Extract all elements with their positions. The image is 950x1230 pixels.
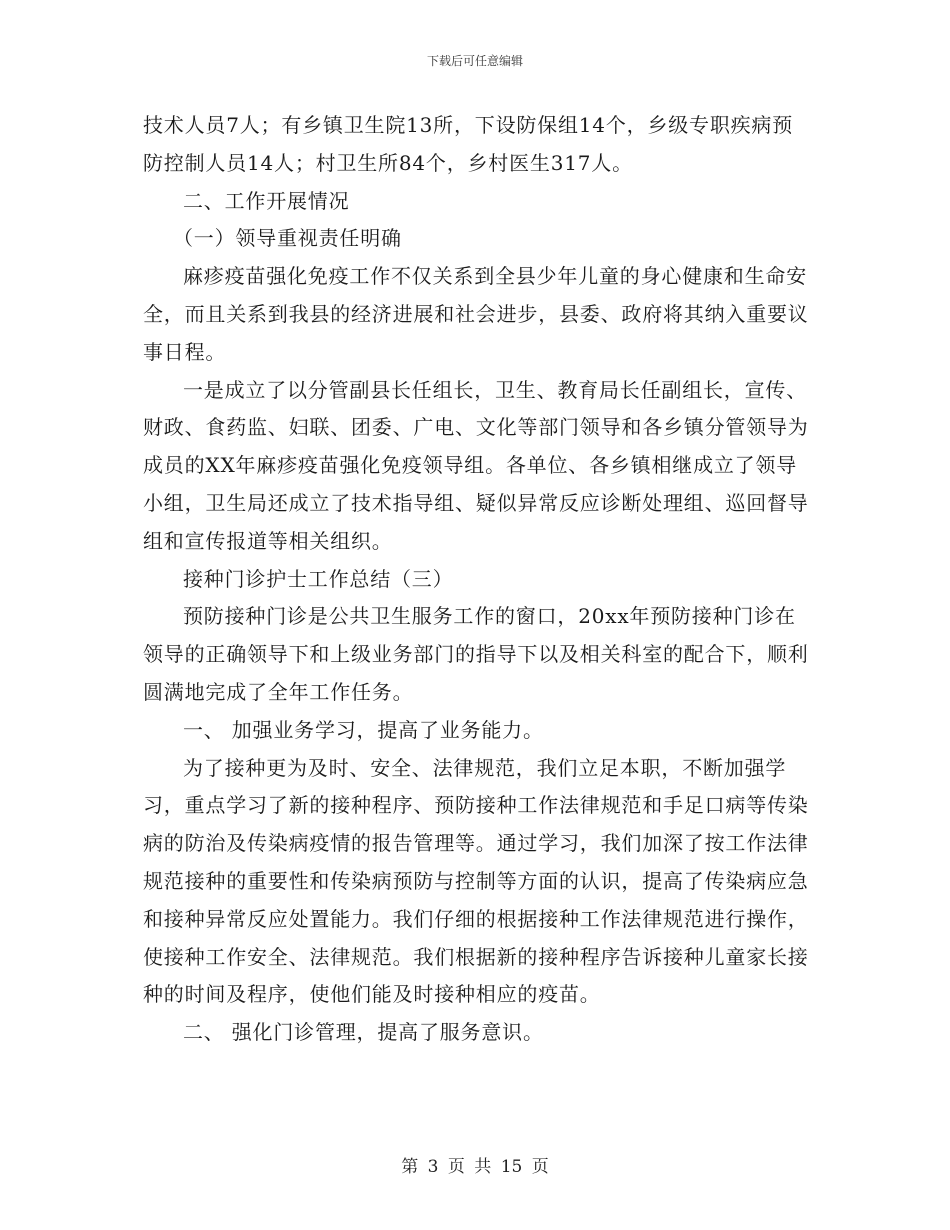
paragraph-leadership-group: 一是成立了以分管副县长任组长，卫生、教育局长任副组长，宣传、财政、食药监、妇联、团委、广电、文化等部门领导和各乡镇分管领导为成员的XX年麻疹疫苗强化免疫领导组。各单位、各乡镇相继成立了领导小组，卫生局还成立了技术指导组、疑似异常反应诊断处理组、巡回督导组和宣传报道等相关组织。: [143, 377, 809, 553]
section-heading-work-progress: 二、工作开展情况: [183, 188, 350, 213]
subheading-leadership: （一）领导重视责任明确: [173, 226, 402, 251]
section-title-nurse-summary: 接种门诊护士工作总结（三）: [183, 566, 454, 591]
paragraph-study-details: 为了接种更为及时、安全、法律规范，我们立足本职，不断加强学习，重点学习了新的接种程序、预防接种工作法律规范和手足口病等传染病的防治及传染病疫情的报告管理等。通过学习，我们加深了按工作法律规范接种的重要性和传染病预防与控制等方面的认识，提高了传染病应急和接种异常反应处置能力。我们仔细的根据接种工作法律规范进行操作，使接种工作安全、法律规范。我们根据新的接种程序告诉接种儿童家长接种的时间及程序，使他们能及时接种相应的疫苗。: [143, 755, 809, 1007]
document-body: [143, 107, 811, 1052]
paragraph-clinic-intro: 预防接种门诊是公共卫生服务工作的窗口，20xx年预防接种门诊在领导的正确领导下和上级业务部门的指导下以及相关科室的配合下，顺利圆满地完成了全年工作任务。: [143, 604, 809, 704]
page-header-note: 下载后可任意编辑: [426, 54, 523, 68]
heading-clinic-management: 二、 强化门诊管理，提高了服务意识。: [183, 1020, 544, 1045]
paragraph-measles-vaccine: 麻疹疫苗强化免疫工作不仅关系到全县少年儿童的身心健康和生命安全，而且关系到我县的经济进展和社会进步，县委、政府将其纳入重要议事日程。: [143, 264, 809, 364]
page-number-footer: 第 3 页 共 15 页: [401, 1157, 549, 1177]
heading-business-study: 一、 加强业务学习，提高了业务能力。: [183, 717, 544, 742]
paragraph-staff-counts: 技术人员7人；有乡镇卫生院13所，下设防保组14个，乡级专职疾病预防控制人员14人；村卫生所84个，乡村医生317人。: [143, 113, 794, 175]
